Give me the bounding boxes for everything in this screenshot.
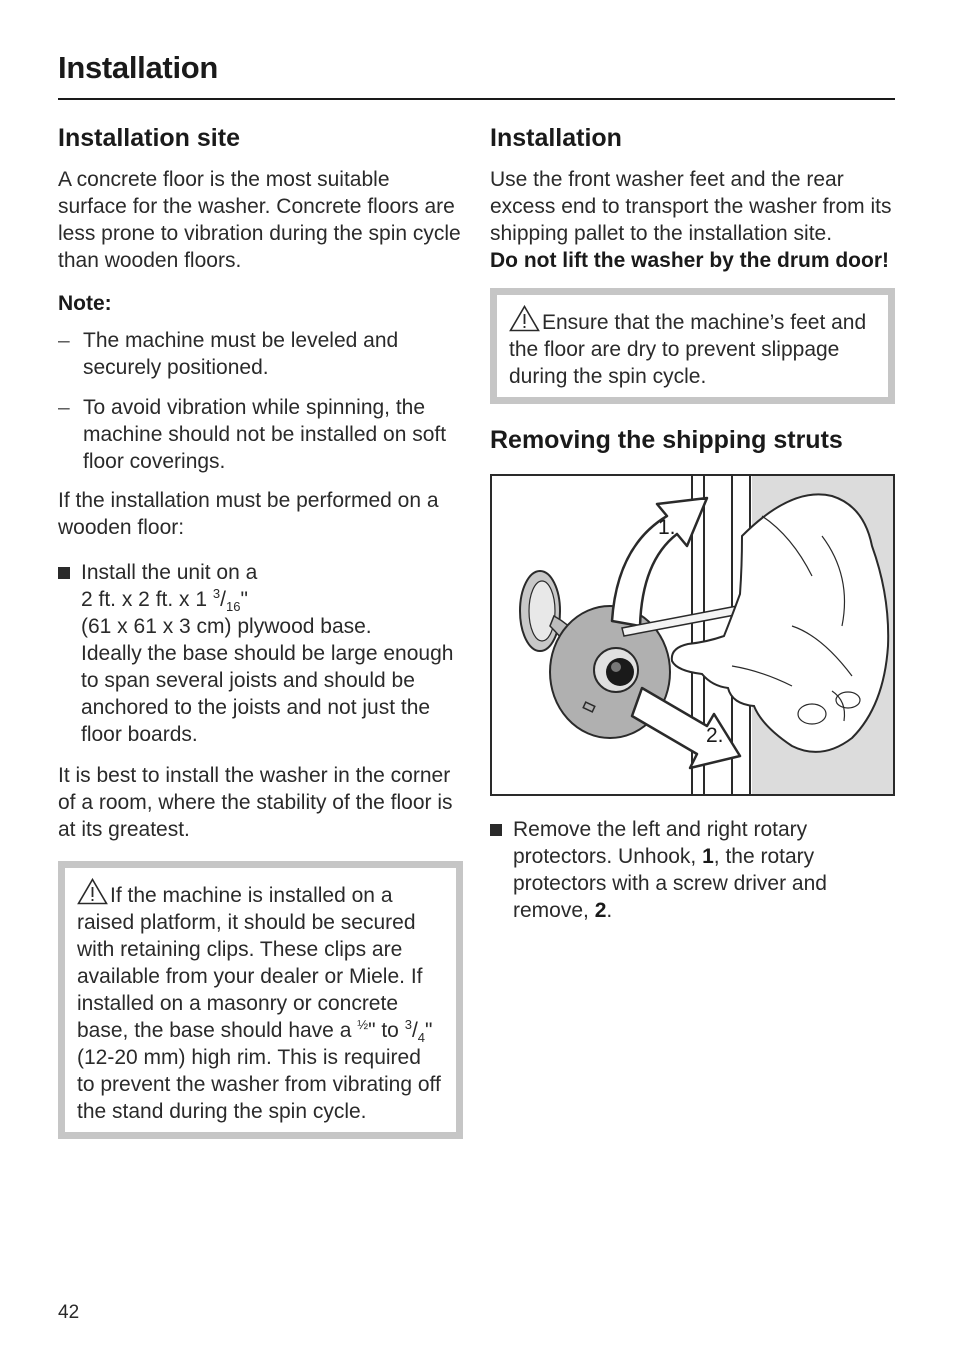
shipping-struts-heading: Removing the shipping struts [490, 426, 843, 454]
platform-warning-box: If the machine is installed on a raised platform, it should be secured with retaining clips. These clips are available from your dealer or Miele. If installed on a masonry or concrete base, the base should have a $^{\frac{1}{2}}$" to $^3/_4$" (12-20 mm) high rim. This is required to prevent the washer from vibrating off the stand during the spin cycle. [58, 861, 463, 1139]
step-text-e: . [606, 899, 613, 922]
installation-intro: Use the front washer feet and the rear excess end to transport the washer from its shipping pallet to the installation site. [490, 168, 892, 245]
square-bullet-icon [58, 567, 70, 579]
fraction-numerator: 3 [212, 586, 221, 601]
dash-bullet-icon: – [58, 396, 70, 419]
installation-site-intro: A concrete floor is the most suitable surface for the washer. Concrete floors are less prone to vibration during the spin cycle than wooden floors. [58, 168, 461, 272]
fraction-denominator: 4 [417, 1030, 426, 1046]
dry-floor-warning-box [490, 288, 895, 404]
page-title: Installation [58, 50, 219, 85]
note-label: Note: [58, 292, 112, 315]
plywood-base-item: Install the unit on a 2 ft. x 2 ft. x 1 $^3/_{16}$" (61 x 61 x 3 cm) plywood base. Ideally the base should be large enough to span several joists and should be anchored to the joists and not just the floor boards. [58, 559, 463, 748]
warning-triangle-icon [509, 305, 540, 332]
warning-text-part2: " to [368, 1019, 405, 1042]
shipping-struts-illustration [490, 474, 895, 796]
page-number: 42 [58, 1302, 80, 1323]
corner-text: It is best to install the washer in the corner of a room, where the stability of the floor is at its greatest. [58, 764, 453, 841]
half-fraction: ½ [357, 1017, 369, 1032]
note-item-text: To avoid vibration while spinning, the machine should not be installed on soft floor coverings. [83, 396, 447, 473]
left-column [58, 122, 463, 1139]
square-bullet-icon [490, 824, 502, 836]
title-divider [58, 98, 895, 100]
warning-text-part3: " (12-20 mm) high rim. This is required to prevent the washer from vibrating off the stand during the spin cycle. [77, 1019, 441, 1123]
fraction-denominator: 16 [225, 599, 241, 615]
note-item-text: The machine must be leveled and securely positioned. [83, 329, 399, 379]
plywood-metric: (61 x 61 x 3 cm) plywood base. [81, 615, 372, 638]
right-column [490, 122, 895, 938]
installation-site-heading: Installation site [58, 124, 240, 152]
warning-text-part1: If the machine is installed on a raised platform, it should be secured with retaining clips. These clips are available from your dealer or Miele. If installed on a masonry or concrete base, the base should have a [77, 884, 423, 1042]
dash-bullet-icon: – [58, 329, 70, 352]
dry-floor-warning-text: Ensure that the machine’s feet and the floor are dry to prevent slippage during the spin cycle. [509, 311, 867, 388]
plywood-size-suffix: " [240, 588, 248, 611]
wooden-floor-intro: If the installation must be performed on a wooden floor: [58, 489, 439, 539]
step-ref-1: 1 [702, 845, 714, 868]
note-item [58, 327, 463, 381]
step-2-label: 2. [706, 724, 724, 747]
plywood-rest: Ideally the base should be large enough to span several joists and should be anchored to the joists and not just the floor boards. [81, 642, 454, 746]
fraction-numerator: 3 [404, 1017, 412, 1032]
lift-warning: Do not lift the washer by the drum door! [490, 249, 889, 272]
plywood-line1: Install the unit on a [81, 561, 258, 584]
installation-heading: Installation [490, 124, 622, 152]
step-text-a: Remove the left and right rotary protectors. Unhook, [513, 818, 808, 868]
illustration-drawing [492, 476, 893, 794]
warning-triangle-icon [77, 878, 108, 905]
plywood-size-prefix: 2 ft. x 2 ft. x 1 [81, 588, 213, 611]
note-item [58, 394, 463, 475]
step-ref-2: 2 [594, 899, 607, 922]
step-text-c: , the rotary protectors with a screw driver and remove, [513, 845, 827, 922]
remove-protectors-step [490, 816, 895, 924]
note-list [58, 327, 463, 475]
step-1-label: 1. [658, 516, 676, 539]
